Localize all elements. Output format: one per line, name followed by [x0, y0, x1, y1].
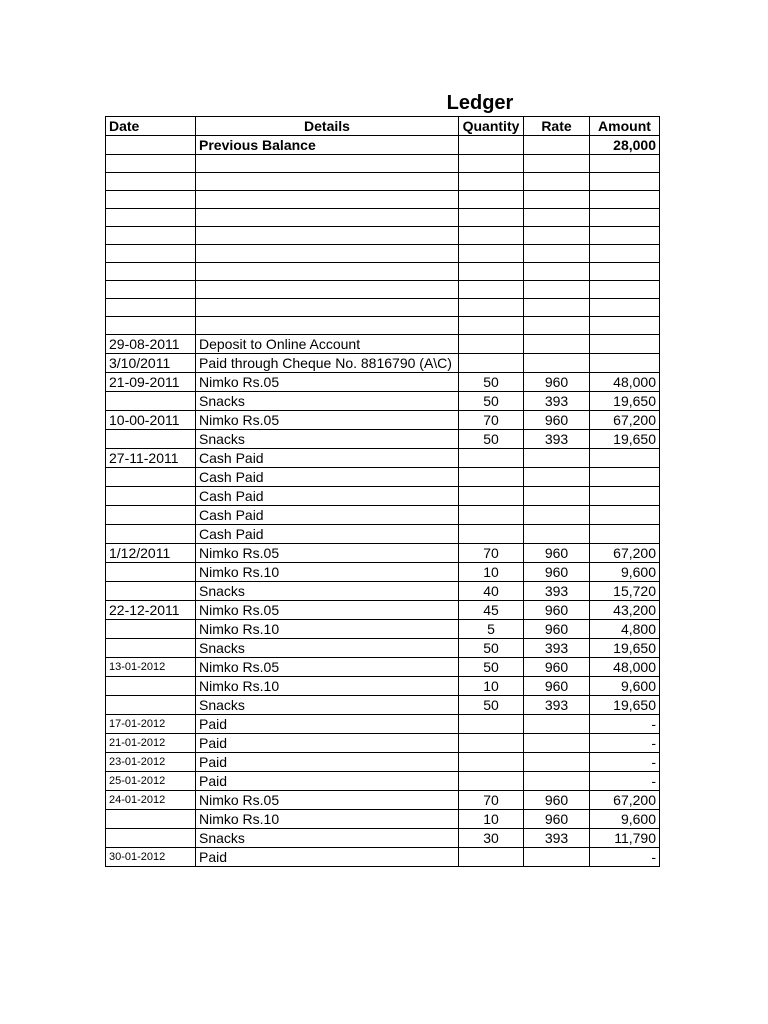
table-row — [106, 335, 660, 354]
quantity-cell — [459, 191, 524, 209]
details-cell: Nimko Rs.05 — [196, 601, 459, 620]
quantity-cell — [459, 772, 524, 791]
table-row — [106, 734, 660, 753]
rate-cell: 960 — [524, 658, 590, 677]
ledger-table — [105, 116, 660, 867]
quantity-cell: 50 — [459, 373, 524, 392]
rate-cell — [524, 449, 590, 468]
table-row — [106, 715, 660, 734]
quantity-cell — [459, 173, 524, 191]
rate-cell: 960 — [524, 677, 590, 696]
rate-cell: 393 — [524, 392, 590, 411]
table-row — [106, 639, 660, 658]
rate-cell: 960 — [524, 411, 590, 430]
quantity-cell: 50 — [459, 639, 524, 658]
details-cell: Snacks — [196, 829, 459, 848]
amount-cell: - — [590, 848, 660, 867]
date-cell: 29-08-2011 — [106, 335, 196, 354]
table-row — [106, 791, 660, 810]
quantity-cell: 50 — [459, 696, 524, 715]
rate-cell: 393 — [524, 696, 590, 715]
quantity-cell — [459, 281, 524, 299]
previous-balance-quantity — [459, 136, 524, 155]
rate-cell — [524, 335, 590, 354]
amount-cell — [590, 263, 660, 281]
amount-cell — [590, 191, 660, 209]
date-cell — [106, 810, 196, 829]
date-cell — [106, 392, 196, 411]
table-row — [106, 620, 660, 639]
header-row — [106, 117, 660, 136]
date-cell: 1/12/2011 — [106, 544, 196, 563]
quantity-cell — [459, 715, 524, 734]
blank-row — [106, 191, 660, 209]
quantity-cell — [459, 335, 524, 354]
date-cell: 27-11-2011 — [106, 449, 196, 468]
details-cell — [196, 245, 459, 263]
rate-cell — [524, 155, 590, 173]
header-details: Details — [196, 117, 459, 136]
blank-row — [106, 299, 660, 317]
date-cell — [106, 430, 196, 449]
date-cell — [106, 696, 196, 715]
date-cell: 17-01-2012 — [106, 715, 196, 734]
amount-cell: 15,720 — [590, 582, 660, 601]
details-cell — [196, 263, 459, 281]
details-cell — [196, 155, 459, 173]
rate-cell: 393 — [524, 582, 590, 601]
details-cell: Nimko Rs.05 — [196, 373, 459, 392]
amount-cell — [590, 245, 660, 263]
table-row — [106, 563, 660, 582]
rate-cell — [524, 525, 590, 544]
table-row — [106, 525, 660, 544]
rate-cell: 393 — [524, 829, 590, 848]
date-cell: 24-01-2012 — [106, 791, 196, 810]
date-cell: 23-01-2012 — [106, 753, 196, 772]
quantity-cell — [459, 734, 524, 753]
rate-cell: 960 — [524, 620, 590, 639]
date-cell — [106, 468, 196, 487]
rate-cell — [524, 281, 590, 299]
amount-cell — [590, 335, 660, 354]
quantity-cell: 5 — [459, 620, 524, 639]
details-cell: Nimko Rs.10 — [196, 810, 459, 829]
blank-row — [106, 155, 660, 173]
amount-cell — [590, 487, 660, 506]
table-row — [106, 354, 660, 373]
quantity-cell — [459, 317, 524, 335]
header-amount: Amount — [590, 117, 660, 136]
table-row — [106, 411, 660, 430]
date-cell — [106, 506, 196, 525]
amount-cell: 67,200 — [590, 544, 660, 563]
quantity-cell: 50 — [459, 658, 524, 677]
date-cell: 21-09-2011 — [106, 373, 196, 392]
date-cell — [106, 173, 196, 191]
header-date: Date — [106, 117, 196, 136]
details-cell: Nimko Rs.10 — [196, 620, 459, 639]
table-row — [106, 582, 660, 601]
quantity-cell — [459, 354, 524, 373]
amount-cell: 19,650 — [590, 430, 660, 449]
details-cell — [196, 227, 459, 245]
amount-cell — [590, 468, 660, 487]
quantity-cell: 50 — [459, 430, 524, 449]
details-cell: Paid — [196, 715, 459, 734]
date-cell — [106, 155, 196, 173]
header-rate: Rate — [524, 117, 590, 136]
amount-cell — [590, 506, 660, 525]
quantity-cell: 45 — [459, 601, 524, 620]
amount-cell: - — [590, 753, 660, 772]
details-cell — [196, 173, 459, 191]
details-cell: Snacks — [196, 639, 459, 658]
blank-row — [106, 263, 660, 281]
date-cell — [106, 563, 196, 582]
table-row — [106, 544, 660, 563]
details-cell: Paid — [196, 848, 459, 867]
rate-cell: 960 — [524, 544, 590, 563]
quantity-cell: 70 — [459, 411, 524, 430]
amount-cell — [590, 155, 660, 173]
table-row — [106, 468, 660, 487]
details-cell: Paid — [196, 753, 459, 772]
date-cell — [106, 582, 196, 601]
quantity-cell: 40 — [459, 582, 524, 601]
amount-cell — [590, 173, 660, 191]
date-cell: 3/10/2011 — [106, 354, 196, 373]
quantity-cell — [459, 209, 524, 227]
details-cell: Nimko Rs.05 — [196, 658, 459, 677]
details-cell: Nimko Rs.10 — [196, 563, 459, 582]
rate-cell: 960 — [524, 791, 590, 810]
page-title: Ledger — [446, 92, 514, 114]
table-row — [106, 506, 660, 525]
date-cell — [106, 639, 196, 658]
details-cell: Nimko Rs.10 — [196, 677, 459, 696]
rate-cell — [524, 263, 590, 281]
rate-cell — [524, 734, 590, 753]
amount-cell: 19,650 — [590, 696, 660, 715]
date-cell — [106, 227, 196, 245]
amount-cell — [590, 317, 660, 335]
rate-cell: 960 — [524, 601, 590, 620]
quantity-cell: 10 — [459, 810, 524, 829]
details-cell: Snacks — [196, 696, 459, 715]
date-cell — [106, 677, 196, 696]
date-cell — [106, 317, 196, 335]
amount-cell: 11,790 — [590, 829, 660, 848]
date-cell: 10-00-2011 — [106, 411, 196, 430]
amount-cell — [590, 281, 660, 299]
amount-cell — [590, 354, 660, 373]
rate-cell — [524, 715, 590, 734]
quantity-cell: 70 — [459, 791, 524, 810]
quantity-cell: 50 — [459, 392, 524, 411]
details-cell: Cash Paid — [196, 506, 459, 525]
details-cell — [196, 317, 459, 335]
date-cell — [106, 525, 196, 544]
previous-balance-amount: 28,000 — [590, 136, 660, 155]
rate-cell: 960 — [524, 810, 590, 829]
rate-cell — [524, 848, 590, 867]
rate-cell — [524, 468, 590, 487]
amount-cell: - — [590, 772, 660, 791]
date-cell: 21-01-2012 — [106, 734, 196, 753]
amount-cell: 19,650 — [590, 639, 660, 658]
rate-cell — [524, 317, 590, 335]
amount-cell — [590, 299, 660, 317]
details-cell: Deposit to Online Account — [196, 335, 459, 354]
rate-cell — [524, 173, 590, 191]
rate-cell — [524, 506, 590, 525]
quantity-cell — [459, 263, 524, 281]
quantity-cell — [459, 449, 524, 468]
details-cell: Cash Paid — [196, 449, 459, 468]
quantity-cell — [459, 753, 524, 772]
details-cell: Cash Paid — [196, 487, 459, 506]
amount-cell: 43,200 — [590, 601, 660, 620]
date-cell — [106, 191, 196, 209]
table-row — [106, 392, 660, 411]
quantity-cell — [459, 487, 524, 506]
quantity-cell: 70 — [459, 544, 524, 563]
table-row — [106, 487, 660, 506]
rate-cell — [524, 487, 590, 506]
date-cell — [106, 299, 196, 317]
quantity-cell: 10 — [459, 563, 524, 582]
amount-cell: 67,200 — [590, 411, 660, 430]
details-cell: Paid through Cheque No. 8816790 (A\C) — [196, 354, 459, 373]
table-row — [106, 373, 660, 392]
rate-cell — [524, 245, 590, 263]
details-cell: Snacks — [196, 392, 459, 411]
quantity-cell: 10 — [459, 677, 524, 696]
blank-row — [106, 173, 660, 191]
date-cell: 13-01-2012 — [106, 658, 196, 677]
rate-cell — [524, 354, 590, 373]
amount-cell: 19,650 — [590, 392, 660, 411]
table-row — [106, 753, 660, 772]
amount-cell: 9,600 — [590, 563, 660, 582]
quantity-cell — [459, 227, 524, 245]
rate-cell — [524, 772, 590, 791]
rate-cell: 960 — [524, 373, 590, 392]
amount-cell: - — [590, 715, 660, 734]
table-row — [106, 449, 660, 468]
amount-cell: 67,200 — [590, 791, 660, 810]
rate-cell — [524, 227, 590, 245]
date-cell — [106, 281, 196, 299]
previous-balance-date — [106, 136, 196, 155]
amount-cell — [590, 209, 660, 227]
rate-cell: 393 — [524, 639, 590, 658]
date-cell — [106, 245, 196, 263]
amount-cell — [590, 525, 660, 544]
table-row — [106, 696, 660, 715]
quantity-cell — [459, 506, 524, 525]
details-cell: Nimko Rs.05 — [196, 791, 459, 810]
date-cell: 25-01-2012 — [106, 772, 196, 791]
amount-cell: 48,000 — [590, 658, 660, 677]
quantity-cell — [459, 245, 524, 263]
quantity-cell — [459, 299, 524, 317]
date-cell — [106, 263, 196, 281]
quantity-cell — [459, 525, 524, 544]
quantity-cell — [459, 848, 524, 867]
quantity-cell — [459, 468, 524, 487]
details-cell: Nimko Rs.05 — [196, 411, 459, 430]
table-row — [106, 430, 660, 449]
table-row — [106, 848, 660, 867]
table-row — [106, 772, 660, 791]
table-row — [106, 658, 660, 677]
previous-balance-label: Previous Balance — [196, 136, 459, 155]
amount-cell: - — [590, 734, 660, 753]
details-cell: Paid — [196, 772, 459, 791]
details-cell — [196, 281, 459, 299]
amount-cell — [590, 227, 660, 245]
rate-cell — [524, 299, 590, 317]
table-row — [106, 601, 660, 620]
blank-row — [106, 317, 660, 335]
date-cell — [106, 829, 196, 848]
blank-row — [106, 227, 660, 245]
details-cell — [196, 209, 459, 227]
rate-cell — [524, 753, 590, 772]
amount-cell: 48,000 — [590, 373, 660, 392]
date-cell — [106, 209, 196, 227]
previous-balance-row — [106, 136, 660, 155]
details-cell — [196, 191, 459, 209]
details-cell: Cash Paid — [196, 468, 459, 487]
details-cell: Snacks — [196, 582, 459, 601]
details-cell: Cash Paid — [196, 525, 459, 544]
table-row — [106, 810, 660, 829]
blank-row — [106, 245, 660, 263]
details-cell: Nimko Rs.05 — [196, 544, 459, 563]
table-row — [106, 829, 660, 848]
quantity-cell: 30 — [459, 829, 524, 848]
details-cell — [196, 299, 459, 317]
amount-cell: 9,600 — [590, 810, 660, 829]
date-cell — [106, 487, 196, 506]
rate-cell — [524, 209, 590, 227]
details-cell: Paid — [196, 734, 459, 753]
header-quantity: Quantity — [459, 117, 524, 136]
blank-row — [106, 281, 660, 299]
quantity-cell — [459, 155, 524, 173]
details-cell: Snacks — [196, 430, 459, 449]
rate-cell: 393 — [524, 430, 590, 449]
date-cell: 30-01-2012 — [106, 848, 196, 867]
amount-cell: 4,800 — [590, 620, 660, 639]
amount-cell: 9,600 — [590, 677, 660, 696]
date-cell — [106, 620, 196, 639]
amount-cell — [590, 449, 660, 468]
rate-cell: 960 — [524, 563, 590, 582]
date-cell: 22-12-2011 — [106, 601, 196, 620]
table-row — [106, 677, 660, 696]
blank-row — [106, 209, 660, 227]
rate-cell — [524, 191, 590, 209]
previous-balance-rate — [524, 136, 590, 155]
